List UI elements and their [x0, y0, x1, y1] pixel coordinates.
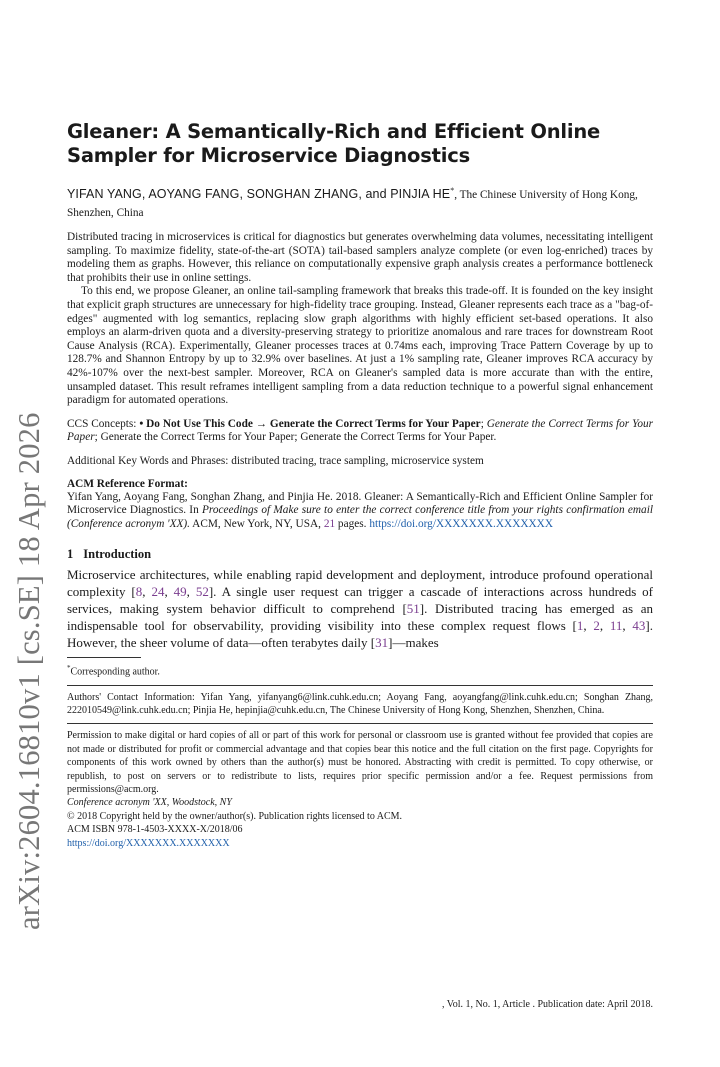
acm-ref-pages-link[interactable]: 21: [323, 517, 336, 530]
citation-sep: ,: [583, 618, 594, 634]
author-contact-info: Authors' Contact Information: Yifan Yang, yifanyang6@link.cuhk.edu.cn; Aoyang Fang, aoyangfang@link.cuhk.edu.cn; Songhan Zhang, 222010549@link.cuhk.edu.cn; Pinjia He, hepinjia@cuhk.edu.cn, The Chinese University of Hong Kong, Shenzhen, Shenzhen, China.: [67, 691, 653, 717]
citation-link[interactable]: 11: [609, 618, 623, 634]
intro-paragraph: [67, 566, 653, 651]
ccs-label: CCS Concepts:: [67, 417, 140, 430]
citation-link[interactable]: 24: [151, 584, 165, 600]
citation-link[interactable]: 43: [632, 618, 646, 634]
intro-text: ]. However, the sheer volume of data—often terabytes daily [: [67, 618, 654, 651]
keywords: Additional Key Words and Phrases: distributed tracing, trace sampling, microservice system: [67, 454, 484, 467]
contact-divider: [67, 685, 653, 686]
arxiv-id: arXiv:2604.16810v1 [cs.SE] 18 Apr 2026: [12, 412, 46, 930]
abstract-paragraph-1: Distributed tracing in microservices is critical for diagnostics but generates overwhelming data volumes, necessitating intelligent sampling. To maximize fidelity, state-of-the-art (SOTA) tail-based samplers analyze complete (or even log-enriched) traces by modeling them as graphs. However, this reliance on computationally expensive graph analysis creates a performance bottleneck that prohibits their use in online settings.: [67, 231, 653, 284]
conference-text: Conference acronym 'XX, Woodstock, NY: [67, 797, 232, 809]
citation-sep: ,: [164, 584, 174, 600]
ccs-rest: ; Generate the Correct Terms for Your Paper; Generate the Correct Terms for Your Paper.: [94, 431, 497, 444]
paper-page: [67, 120, 653, 850]
citation-sep: ,: [622, 618, 633, 634]
intro-text: ]. A single user request can trigger a cascade of interactions across hundreds of services, making system behavior difficult to comprehend [: [67, 584, 654, 617]
acm-reference-heading: ACM Reference Format:: [67, 477, 188, 490]
ccs-separator: ;: [480, 417, 487, 430]
citation-sep: ,: [599, 618, 610, 634]
citation-link[interactable]: 31: [375, 635, 389, 651]
citation-link[interactable]: 1: [576, 618, 584, 634]
acm-ref-proceedings: Proceedings of Make sure to enter the correct conference title from your rights confirmation email (Conference acronym 'XX).: [67, 504, 653, 530]
citation-sep: ,: [186, 584, 196, 600]
abstract-paragraph-2: To this end, we propose Gleaner, an online tail-sampling framework that breaks this trade-off. It is founded on the key insight that explicit graph structures are unnecessary for high-fidelity trace grouping. Instead, Gleaner represents each trace as a "bag-of-edges" augmented with log semantics, replacing slow graph algorithms with highly efficient set-based operations. It also employs an alarm-driven quota and a diversity-preserving strategy to prioritize anomalous and rare traces for downstream Root Cause Analysis (RCA). Experimentally, Gleaner processes traces at 0.74ms each, improving Trace Pattern Coverage by up to 128.7% and Shannon Entropy by up to 32.9% over baselines. At just a 1% sampling rate, Gleaner improves RCA accuracy by 42%-107% over the next-best sampler. Moreover, RCA on Gleaner's sampled data is more accurate than with the entire, unsampled dataset. This result reframes intelligent sampling from a data reduction technique to a powerful signal enhancement paradigm for automated operations.: [67, 285, 653, 407]
paper-title: Gleaner: A Semantically-Rich and Efficient Online Sampler for Microservice Diagnostics: [67, 120, 601, 167]
ccs-bold-term: • Do Not Use This Code → Generate the Correct Terms for Your Paper: [139, 417, 481, 430]
footnote-text: Corresponding author.: [70, 666, 160, 678]
citation-link[interactable]: 8: [135, 584, 143, 600]
author-affiliation: , The Chinese University of Hong Kong, Shenzhen, China: [67, 189, 638, 219]
section-number: 1: [67, 547, 74, 562]
acm-ref-text-3: pages.: [335, 517, 367, 530]
permission-notice: Permission to make digital or hard copies of all or part of this work for personal or classroom use is granted without fee provided that copies are not made or distributed for profit or commercial advantage and that copies bear this notice and the full citation on the first page. Copyrights for components of this work owned by others than the author(s) must be honored. Abstracting with credit is permitted. To copy otherwise, or republish, to post on servers or to redistribute to lists, requires prior specific permission and/or a fee. Request permissions from permissions@acm.org.: [67, 730, 653, 796]
footnote-divider: [67, 657, 141, 658]
permission-divider: [67, 723, 653, 724]
author-star: *: [450, 186, 455, 195]
intro-text: ]. Distributed tracing has emerged as an indispensable tool for observability, providing visibility into these complex request flows [: [67, 601, 653, 634]
citation-link[interactable]: 2: [593, 618, 600, 634]
intro-text: ]—makes: [388, 635, 439, 651]
author-block: [67, 182, 653, 222]
doi-footer-line: [67, 837, 653, 850]
ccs-italic-term: Generate the Correct Terms for Your Paper: [67, 417, 654, 444]
copyright-line: © 2018 Copyright held by the owner/author(s). Publication rights licensed to ACM.: [67, 810, 403, 822]
citation-link[interactable]: 51: [406, 601, 420, 617]
doi-footer-link[interactable]: https://doi.org/XXXXXXX.XXXXXXX: [67, 837, 230, 849]
citation-link[interactable]: 49: [173, 584, 187, 600]
footnote: [67, 662, 653, 678]
conference-line: [67, 796, 653, 809]
ccs-concepts: [67, 418, 653, 445]
isbn-line: ACM ISBN 978-1-4503-XXXX-X/2018/06: [67, 824, 243, 836]
acm-ref-text-1: Yifan Yang, Aoyang Fang, Songhan Zhang, and Pinjia He. 2018. Gleaner: A Semantically-Rich and Efficient Online Sampler for Microservice Diagnostics. In: [67, 490, 653, 517]
intro-text: Microservice architectures, while enabling rapid development and deployment, introduce profound operational complexity [: [67, 567, 653, 600]
acm-reference-text: [67, 491, 653, 532]
acm-ref-doi-link[interactable]: https://doi.org/XXXXXXX.XXXXXXX: [369, 517, 553, 530]
acm-ref-text-2: ACM, New York, NY, USA,: [189, 517, 324, 530]
citation-sep: ,: [142, 584, 152, 600]
section-heading: [67, 547, 653, 562]
page-footer: , Vol. 1, No. 1, Article . Publication date: April 2018.: [441, 999, 653, 1010]
citation-link[interactable]: 52: [195, 584, 209, 600]
author-names: YIFAN YANG, AOYANG FANG, SONGHAN ZHANG, and PINJIA HE: [67, 187, 451, 201]
section-title: Introduction: [83, 547, 152, 562]
footnote-star: *: [67, 664, 71, 673]
